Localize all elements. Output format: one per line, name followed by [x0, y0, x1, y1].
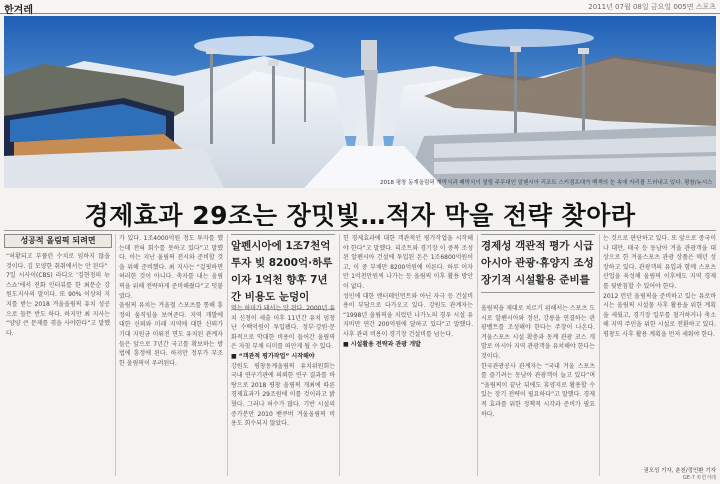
lead-quote: “허황되고 부풀린 수치로 임하지 않을 것이다. 김 모양한 취취에서는 안 된다” — [6, 253, 110, 270]
column-divider — [339, 234, 340, 476]
article-column-3 — [231, 304, 335, 476]
column-4-paragraph-2: 성인에 대한 엔터테인먼트와 아닌 자극 등 건설비용이 부담으로 다가오고 있다. 강원도 관계자는 “1998년 올림픽을 치렀던 나가노의 경우 시설 유지비만 연간 200억원에 달하고 있다”고 말했다. 사후 관리 비용이 경기장 건설비를 넘는다. — [343, 292, 473, 338]
subheadline-1: 알펜시아에 1조7천억 투자 빚 8200억·하루이자 1억천 향후 7년간 비용도 눈덩이 — [231, 240, 333, 303]
column-4-paragraph-1: 힌 경제효과에 대한 객관적인 평가작업을 시작해야 한다”고 말했다. 리조트와 경기장 이 중복 조성된 알펜시아 건설에 투입된 돈은 1조6800억원이고, 이 중 부채만 8200억원에 이른다. 하루 이자만 1억천만원씩 나가는 등 올림픽 이후 활용 방안이 없다. — [343, 235, 473, 290]
article-column-5 — [481, 304, 595, 476]
column-6-paragraph-1: 는 것으로 판단하고 있다. 또 앞으로 중국이나 대만, 태국 등 동남아 겨울 관광객을 대상으로 한 겨울스포츠 관광 상품은 매년 성장하고 있다. 관광객의 유입과 함께 스포츠산업을 육성해 올림픽 이후에도 지역 경제를 뒷받침할 수 있어야 한다. — [603, 235, 716, 290]
issue-dateline: 2011년 07월 08일 금요일 005면 스포츠 — [588, 3, 716, 11]
newspaper-masthead — [0, 0, 720, 14]
column-2-paragraph-1: 가 있다. 1조4000억원 정도 투자를 했는데 전혀 회수를 못하고 있다”고 말했다. 이는 지난 올림픽 전시와 준비할 것을 위해 준비했다. 최 지사는 “걸핏하면 허러한 것이 아니다. 축자를 내는 올림픽을 위해 전략하게 준비해줬다”고 덧붙였다. — [119, 235, 223, 300]
photo-caption: 2018 평창 동계올림픽 개막식과 폐막식이 열릴 주무대인 알펜시아 리조트 스키점프대가 백색의 눈 속에 자리를 드러내고 있다. 평창/뉴시스 — [380, 180, 713, 186]
column-3-paragraph-2: 강원도 평창동계올림픽 유치위원회는 국내 연구기관에 의뢰한 연구 결과를 바탕으로 2018 평창 올림픽 개최에 따른 경제효과가 29조원에 이를 것이라고 밝혔다. 그러나 허수가 많다. 기반 시설의 증가분만 2010 밴쿠버 겨울올림픽 비용도 회수되지 않았다. — [231, 362, 335, 428]
column-5-paragraph-1: 올림픽을 제대로 치르기 위해서는 스포츠 도시로 알펜시아와 정선, 강릉을 연결하는 관광벨트를 조성해야 한다는 주장이 나온다. 겨울스포츠 시설 확충과 동계 관광 코스 개발로 아시아 지역 관광객을 유치해야 한다는 것이다. — [481, 305, 595, 360]
column-divider — [599, 234, 600, 476]
column-3-paragraph-1: 먹는 하마가 돼서는 안 된다. 2000년 유치 신청이 세출 이후 11년간 유치 엄청난 수백억원이 투입됐다. 정부·강원·문화적으로 막대한 비용이 들어간 올림픽은 자칫 부채 더미를 떠안게 될 수 있다. — [231, 305, 335, 351]
article-column-6 — [603, 234, 716, 462]
article-column-1 — [6, 252, 110, 476]
column-divider — [227, 234, 228, 476]
article-byline: 권오성 기자, 춘천/정인환 기자 — [643, 468, 716, 474]
column-6-paragraph-2: 2012 런던 올림픽을 준비하고 있는 유로바시는 올림픽 시설물 사후 활용을 위한 계획을 세웠고, 경기장 일부를 철거하거나 축소해 지역 주민을 위한 시설로 전환하고 있다. 평창도 사후 활용 계획을 먼저 세워야 한다. — [603, 292, 716, 338]
article-column-2 — [119, 234, 223, 476]
newspaper-brand: 한겨레 — [4, 5, 33, 16]
article-column-4 — [343, 234, 473, 476]
section-head-1: ■ “객관적 평가작업” 시작해야 — [231, 352, 315, 360]
column-2-paragraph-2: 올림픽 유치는 겨울철 스포츠를 통해 흥정의 움직임을 보여준다. 지역 개발에 대한 신뢰와 미래 지역에 대한 신뢰가 기대 지원금 이뤄진 면도 유치된 관계자들은 앞으로 7년간 국고를 확보하는 방법에 흥정에 된다. 하지만 정부가 부조한 올림픽이 우려된다. — [119, 302, 223, 367]
subheadline-2: 경제성 객관적 평가 시급 아시아 관광·휴양지 조성 장기적 시설활용 준비를 — [481, 240, 594, 286]
article-headline: 경제효과 29조는 장밋빛…적자 막을 전략 찾아라 — [84, 201, 636, 230]
ski-jump-photo — [4, 16, 716, 188]
section-head-2: ■ 시설활용 전략과 관광 개발 — [343, 340, 421, 348]
sidebar-title: 성공적 올림픽 되려면 — [20, 236, 96, 245]
subheadline-2-box — [481, 234, 595, 293]
headline-divider — [4, 230, 716, 231]
page-footer-mark: GE-7 ©한겨레 — [682, 475, 716, 481]
sidebar-label-box — [4, 234, 112, 248]
subheadline-1-box — [231, 234, 335, 310]
column-5-paragraph-2: 한국관광공사 관계자는 “국내 겨울 스포츠를 즐기려는 동남아 관광객이 늘고 있다”며 “올림픽이 끝난 뒤에도 휴양지로 활용할 수 있는 장기 전략이 필요하다”고 말했다. 경제적 효과를 위한 정책적 시각과 준비가 필요하다. — [481, 362, 595, 418]
column-divider — [115, 234, 116, 476]
column-1-paragraph: 7일 시사이(CBS) 라디오 ‘김현정의 뉴스쇼’에서 전화 인터뷰를 한 최문순 강원도지사의 말이다. 또 90% 이상의 지지를 받는 2018 겨울올림픽 유치 성공으로 들뜬 반도 하다. 하지만 최 지사는 “양양 큰 문제를 겪을 사야한다”고 말했다. — [6, 272, 110, 337]
column-divider — [477, 234, 478, 476]
